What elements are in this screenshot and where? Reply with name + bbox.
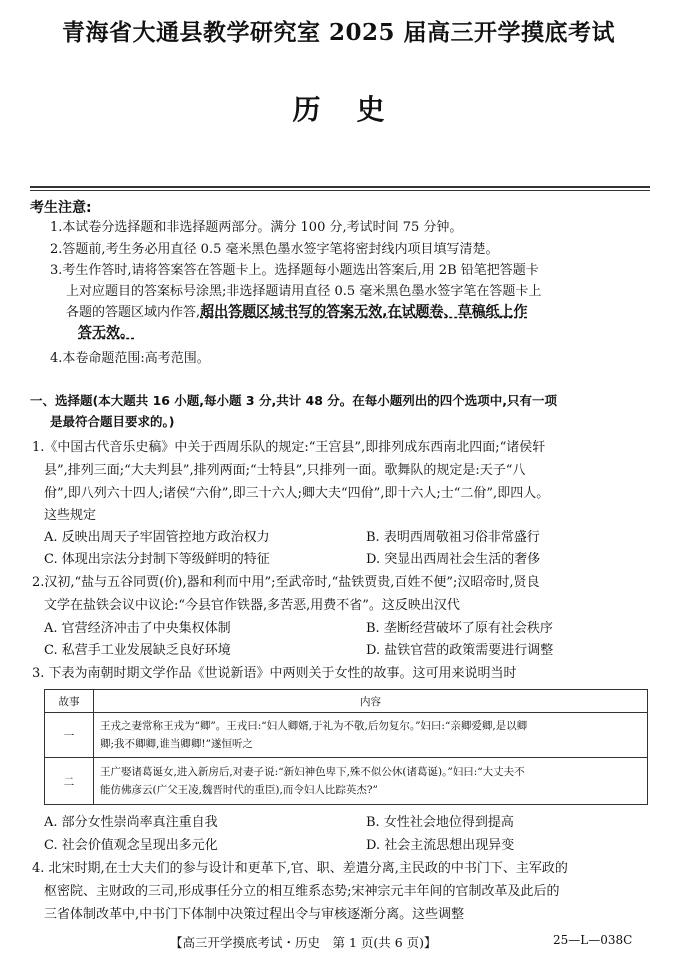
exam-title: 青海省大通县教学研究室 2025 届高三开学摸底考试: [61, 19, 616, 46]
q3-stem: 3. 下表为南朝时期文学作品《世说新语》中两则关于女性的故事。这可用来说明当时: [32, 666, 517, 681]
q3-option-c[interactable]: C. 社会价值观念呈现出多元化: [44, 838, 218, 853]
table-row-content-line1: 王戎之妻常称王戎为“卿”。王戎曰:“妇人卿婿,于礼为不敬,后勿复尔。”妇曰:“亲卿爱卿,是以卿: [100, 720, 528, 732]
table-row-id: 一: [45, 713, 94, 758]
q3-option-a[interactable]: A. 部分女性崇尚率真注重自我: [44, 815, 218, 830]
table-row: [45, 713, 648, 758]
q4-stem-line1: 4. 北宋时期,在士大夫们的参与设计和更革下,官、职、差遣分离,主民政的中书门下、主军政的: [32, 861, 568, 876]
table-header-story: 故事: [45, 690, 94, 713]
table-row-content: [94, 758, 648, 805]
notice-heading: 考生注意:: [30, 200, 92, 216]
notice-item-3-line2: 上对应题目的答案标号涂黑;非选择题请用直径 0.5 毫米黑色墨水签字笔在答题卡上: [66, 284, 542, 299]
q2-option-c[interactable]: C. 私营手工业发展缺乏良好环境: [44, 643, 231, 658]
section-heading: 一、选择题(本大题共 16 小题,每小题 3 分,共计 48 分。在每小题列出的四个选项中,只有一项: [30, 393, 558, 408]
table-row-content: [94, 713, 648, 758]
q1-stem-line3: 佾”,即八列六十四人;诸侯“六佾”,即三十六人;卿大夫“四佾”,即十六人;士“二佾”,即四人。: [44, 486, 550, 501]
header-rule-thick: [30, 186, 650, 188]
notice-item-3-line3: [66, 304, 527, 321]
q2-option-a[interactable]: A. 官营经济冲击了中央集权体制: [44, 621, 231, 636]
table-row-content-line2: 能仿佛彦云(广父王凌,魏晋时代的重臣),而令妇人比踪英杰?”: [100, 784, 378, 796]
q1-stem-line2: 县”,排列三面;“大夫判县”,排列两面;“士特县”,只排列一面。歌舞队的规定是:天子“八: [44, 463, 526, 478]
q1-stem-line1: 1.《中国古代音乐史稿》中关于西周乐队的规定:“王宫县”,即排列成东西南北四面;“诸侯轩: [32, 440, 546, 455]
table-header-content: 内容: [94, 690, 648, 713]
notice-item-4: 4.本卷命题范围:高考范围。: [50, 351, 210, 366]
notice-item-1: 1.本试卷分选择题和非选择题两部分。满分 100 分,考试时间 75 分钟。: [50, 220, 463, 235]
notice-item-3-warning-end: 答无效。: [78, 325, 134, 341]
q4-stem-line3: 三省体制改革中,中书门下体制中决策过程出令与审核逐渐分离。这些调整: [44, 907, 465, 922]
subject-title: 历史: [292, 93, 421, 126]
page-footer: 【高三开学摸底考试・历史 第 1 页(共 6 页)】: [170, 935, 437, 950]
q1-option-c[interactable]: C. 体现出宗法分封制下等级鲜明的特征: [44, 552, 270, 567]
table-header-row: [45, 690, 648, 713]
header-rule-thin: [30, 190, 650, 191]
table-row: [45, 758, 648, 805]
q2-stem-line1: 2.汉初,“盐与五谷同贾(价),器和利而中用”;至武帝时,“盐铁贾贵,百姓不便”;汉昭帝时,贤良: [32, 575, 540, 590]
q3-story-table: [44, 689, 648, 805]
table-row-content-line2: 卿;我不卿卿,谁当卿卿!”遂恒听之: [100, 738, 253, 750]
section-heading-cont: 是最符合题目要求的。): [50, 414, 175, 429]
notice-item-3: 3.考生作答时,请将答案答在答题卡上。选择题每小题选出答案后,用 2B 铅笔把答题卡: [50, 263, 539, 278]
q1-stem-line4: 这些规定: [44, 508, 97, 523]
exam-code: 25—L—038C: [553, 933, 633, 947]
q2-stem-line2: 文学在盐铁会议中议论:“今县官作铁器,多苦恶,用费不省”。这反映出汉代: [44, 598, 460, 613]
notice-item-2: 2.答题前,考生务必用直径 0.5 毫米黑色墨水签字笔将密封线内项目填写清楚。: [50, 242, 499, 257]
q3-option-b[interactable]: B. 女性社会地位得到提高: [366, 815, 514, 830]
q4-stem-line2: 枢密院、主财政的三司,形成事任分立的相互维系态势;宋神宗元丰年间的官制改革及此后的: [44, 884, 560, 899]
table-row-content-line1: 王广娶诸葛诞女,进入新房后,对妻子说:“新妇神色卑下,殊不似公休(诸葛诞)。”妇曰:“大丈夫不: [100, 766, 525, 778]
q2-option-d[interactable]: D. 盐铁官营的政策需要进行调整: [366, 643, 554, 658]
notice-item-3-warning: 超出答题区域书写的答案无效,在试题卷、草稿纸上作: [200, 304, 528, 320]
q2-option-b[interactable]: B. 垄断经营破坏了原有社会秩序: [366, 621, 553, 636]
q3-option-d[interactable]: D. 社会主流思想出现异变: [366, 838, 515, 853]
q1-option-a[interactable]: A. 反映出周天子牢固管控地方政治权力: [44, 530, 270, 545]
notice-item-3-line3-pre: 各题的答题区域内作答,: [66, 305, 201, 320]
q1-option-b[interactable]: B. 表明西周敬祖习俗非常盛行: [366, 530, 540, 545]
table-row-id: 二: [45, 758, 94, 805]
q1-option-d[interactable]: D. 突显出西周社会生活的奢侈: [366, 552, 541, 567]
